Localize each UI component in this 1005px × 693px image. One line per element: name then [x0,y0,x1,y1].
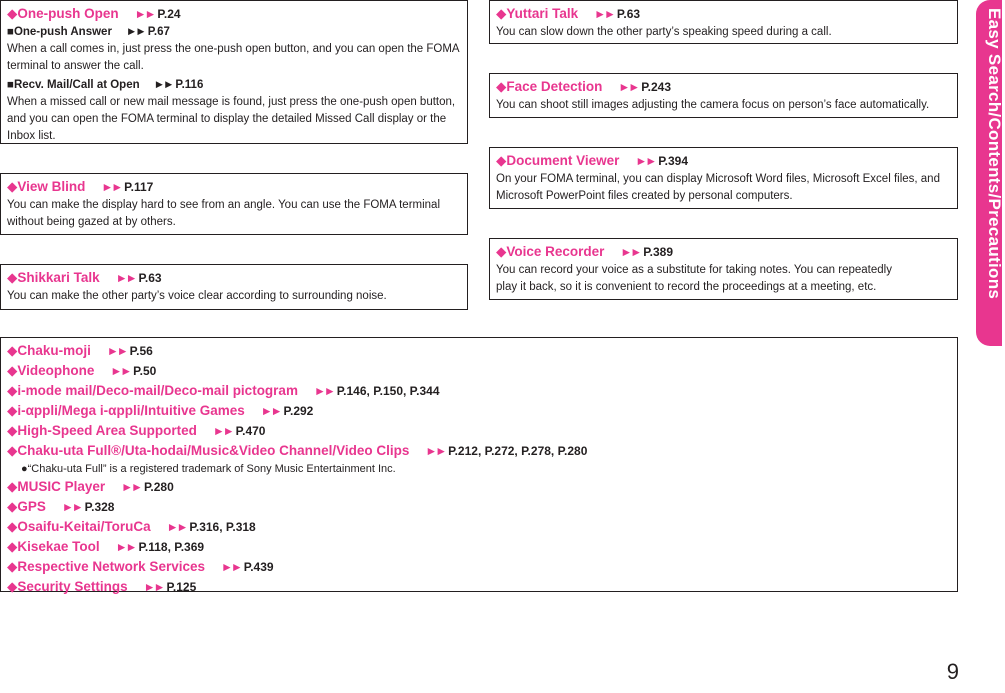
view-blind-text: You can make the display hard to see from an angle. You can use the FOMA terminal without being gazed at by others. [7,199,441,228]
document-viewer-heading: ◆Document Viewer ►► P.394 [496,153,688,168]
face-detection-text: You can shoot still images adjusting the camera focus on person’s face automatically. [496,99,930,111]
page-ref[interactable]: P.63 [616,7,641,21]
page-ref[interactable]: P.212, P.272, P.278, P.280 [448,444,588,458]
page-ref[interactable]: P.118, P.369 [138,540,205,554]
trademark-note: ●“Chaku-uta Full” is a registered trademark of Sony Music Entertainment Inc. [21,463,396,475]
page-ref[interactable]: P.389 [643,245,673,259]
page-ref[interactable]: P.50 [133,364,157,378]
feature-list-item: ◆Chaku-moji ►► P.56 [7,343,153,358]
page-ref[interactable]: P.439 [243,560,274,574]
yuttari-talk-text: You can slow down the other party’s speaking speed during a call. [496,26,832,38]
view-blind-heading: ◆View Blind ►► P.117 [7,179,154,194]
feature-list-item: ◆GPS ►► P.328 [7,499,115,514]
sidebar-label: Easy Search/Contents/Precautions [985,8,1004,300]
shikkari-talk-box [0,264,468,310]
page-ref[interactable]: P.292 [283,404,314,418]
view-blind-box [0,173,468,235]
document-viewer-box [489,147,958,209]
page-ref[interactable]: P.146, P.150, P.344 [336,384,440,398]
feature-list-item: ◆Chaku-uta Full®/Uta-hodai/Music&Video Channel/Video Clips ►► P.212, P.272, P.278, P.280 [7,443,588,458]
one-push-open-box [0,0,468,144]
page-ref[interactable]: P.125 [166,580,197,594]
face-detection-heading: ◆Face Detection ►► P.243 [496,79,671,94]
shikkari-talk-text: You can make the other party’s voice clear according to surrounding noise. [7,290,387,302]
feature-list-box [0,337,958,592]
yuttari-talk-heading: ◆Yuttari Talk ►► P.63 [496,6,641,21]
yuttari-talk-box [489,0,958,44]
voice-recorder-text: You can record your voice as a substitute for taking notes. You can repeatedly play it back, so it is convenient to record the proceedings at a meeting, etc. [496,264,892,293]
recv-mail-call-text: When a missed call or new mail message is found, just press the one-push open button, and you can open the FOMA terminal to display the detailed Missed Call display or the Inbox list. [7,96,456,142]
feature-list-item: ◆Osaifu-Keitai/ToruCa ►► P.316, P.318 [7,519,256,534]
face-detection-box [489,73,958,118]
page-ref[interactable]: P.24 [157,7,181,21]
page-ref[interactable]: P.116 [175,79,204,91]
feature-list-item: ◆Videophone ►► P.50 [7,363,157,378]
page-ref[interactable]: P.67 [147,26,170,38]
feature-list-item: ◆High-Speed Area Supported ►► P.470 [7,423,266,438]
feature-list-item: ◆Security Settings ►► P.125 [7,579,197,594]
page-ref[interactable]: P.63 [138,271,162,285]
feature-list-item: ◆Respective Network Services ►► P.439 [7,559,274,574]
section-sidebar [967,0,1005,693]
one-push-answer-heading: ■One-push Answer ►► P.67 [7,26,170,38]
page-ref[interactable]: P.394 [658,154,688,168]
feature-list-item: ◆MUSIC Player ►► P.280 [7,479,174,494]
one-push-open-heading: ◆One-push Open ►► P.24 [7,6,181,21]
feature-list [7,341,951,597]
recv-mail-call-heading: ■Recv. Mail/Call at Open ►► P.116 [7,79,204,91]
page-ref[interactable]: P.328 [84,500,115,514]
page-ref[interactable]: P.470 [235,424,266,438]
voice-recorder-heading: ◆Voice Recorder ►► P.389 [496,244,673,259]
one-push-answer-text: When a call comes in, just press the one-push open button, and you can open the FOMA terminal to answer the call. [7,43,459,72]
page-ref[interactable]: P.243 [641,80,671,94]
feature-list-item: ◆i-mode mail/Deco-mail/Deco-mail pictogram ►► P.146, P.150, P.344 [7,383,440,398]
page-ref[interactable]: P.56 [129,344,153,358]
page-ref[interactable]: P.117 [124,180,154,194]
page-ref[interactable]: P.316, P.318 [189,520,256,534]
shikkari-talk-heading: ◆Shikkari Talk ►► P.63 [7,270,162,285]
page-number: 9 [946,659,959,684]
document-viewer-text: On your FOMA terminal, you can display Microsoft Word files, Microsoft Excel files, and Microsoft PowerPoint files created by personal computers. [496,173,940,202]
feature-list-item: ◆i-αppli/Mega i-αppli/Intuitive Games ►► P.292 [7,403,314,418]
voice-recorder-box [489,238,958,300]
page-ref[interactable]: P.280 [143,480,174,494]
feature-list-item: ◆Kisekae Tool ►► P.118, P.369 [7,539,205,554]
